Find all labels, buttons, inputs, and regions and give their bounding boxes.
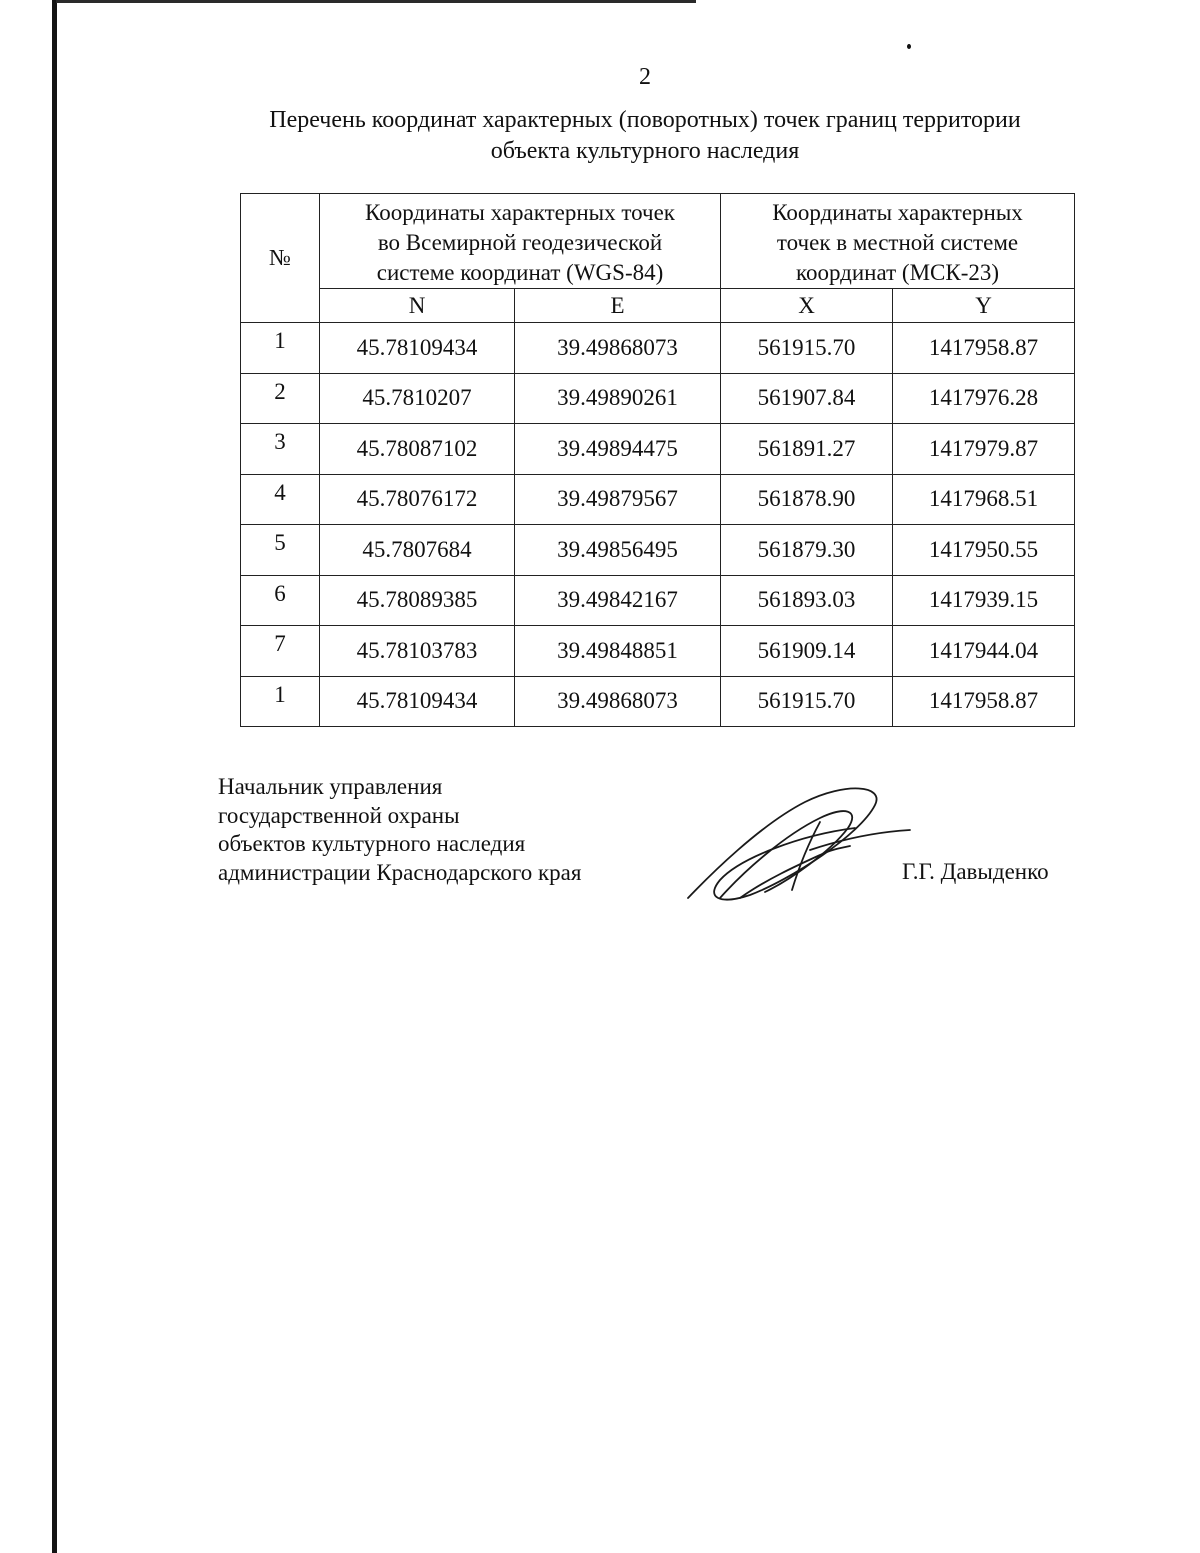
- cell-y: 1417958.87: [893, 323, 1075, 374]
- page-number: 2: [639, 64, 651, 90]
- cell-number: 1: [241, 323, 320, 374]
- header-msk23: [721, 194, 1075, 289]
- scan-speck: [907, 44, 911, 49]
- cell-y: 1417939.15: [893, 575, 1075, 626]
- header-msk23-line-2: точек в местной системе: [776, 230, 1019, 255]
- scan-left-edge: [52, 0, 57, 1553]
- cell-y: 1417976.28: [893, 373, 1075, 424]
- signatory-position-line-1: Начальник управления: [218, 774, 443, 799]
- cell-x: 561878.90: [721, 474, 893, 525]
- table-row: [241, 424, 1075, 475]
- cell-e: 39.49868073: [515, 676, 721, 727]
- subheader-n: N: [320, 289, 515, 323]
- table-row: [241, 626, 1075, 677]
- signatory-name: Г.Г. Давыденко: [902, 859, 1049, 884]
- cell-number: 2: [241, 373, 320, 424]
- cell-e: 39.49894475: [515, 424, 721, 475]
- cell-x: 561909.14: [721, 626, 893, 677]
- subheader-y: Y: [893, 289, 1075, 323]
- cell-x: 561915.70: [721, 676, 893, 727]
- cell-e: 39.49842167: [515, 575, 721, 626]
- cell-number: 1: [241, 676, 320, 727]
- cell-y: 1417958.87: [893, 676, 1075, 727]
- signatory-position-line-4: администрации Краснодарского края: [218, 859, 582, 885]
- cell-e: 39.49848851: [515, 626, 721, 677]
- subheader-x: X: [721, 289, 893, 323]
- cell-x: 561907.84: [721, 373, 893, 424]
- scan-top-rule: [56, 0, 696, 3]
- cell-n: 45.78109434: [320, 676, 515, 727]
- table-row: [241, 373, 1075, 424]
- cell-number: 3: [241, 424, 320, 475]
- signatory-position-line-3: объектов культурного наследия: [218, 831, 526, 856]
- cell-e: 39.49879567: [515, 474, 721, 525]
- cell-e: 39.49856495: [515, 525, 721, 576]
- cell-n: 45.78089385: [320, 575, 515, 626]
- table-row: [241, 525, 1075, 576]
- cell-e: 39.49890261: [515, 373, 721, 424]
- table-header-row: [241, 194, 1075, 289]
- cell-number: 6: [241, 575, 320, 626]
- cell-n: 45.78087102: [320, 424, 515, 475]
- cell-number: 7: [241, 626, 320, 677]
- table-row: [241, 575, 1075, 626]
- cell-x: 561893.03: [721, 575, 893, 626]
- subheader-e: E: [515, 289, 721, 323]
- table-row: [241, 676, 1075, 727]
- cell-x: 561915.70: [721, 323, 893, 374]
- cell-x: 561879.30: [721, 525, 893, 576]
- header-wgs84-line-2: во Всемирной геодезической: [377, 230, 663, 255]
- cell-y: 1417944.04: [893, 626, 1075, 677]
- cell-number: 4: [241, 474, 320, 525]
- handwritten-signature: [680, 780, 915, 905]
- document-title: [200, 105, 1090, 167]
- header-msk23-line-1: Координаты характерных: [772, 200, 1023, 225]
- signatory-position: [218, 773, 581, 887]
- table-row: [241, 323, 1075, 374]
- cell-y: 1417950.55: [893, 525, 1075, 576]
- document-title-line-2: объекта культурного наследия: [490, 138, 800, 164]
- signatory-position-line-2: государственной охраны: [218, 802, 460, 828]
- header-msk23-line-3: координат (МСК-23): [795, 260, 1000, 285]
- header-number: №: [241, 194, 320, 323]
- cell-n: 45.78103783: [320, 626, 515, 677]
- coordinates-table: [240, 193, 1075, 727]
- cell-n: 45.78109434: [320, 323, 515, 374]
- cell-e: 39.49868073: [515, 323, 721, 374]
- table-row: [241, 474, 1075, 525]
- cell-number: 5: [241, 525, 320, 576]
- cell-y: 1417968.51: [893, 474, 1075, 525]
- header-wgs84-line-1: Координаты характерных точек: [365, 200, 675, 225]
- header-wgs84: [320, 194, 721, 289]
- header-wgs84-line-3: системе координат (WGS-84): [376, 260, 664, 285]
- table-subheader-row: [241, 289, 1075, 323]
- cell-n: 45.78076172: [320, 474, 515, 525]
- document-title-line-1: Перечень координат характерных (поворотных) точек границ территории: [269, 107, 1021, 133]
- cell-y: 1417979.87: [893, 424, 1075, 475]
- cell-n: 45.7810207: [320, 373, 515, 424]
- cell-x: 561891.27: [721, 424, 893, 475]
- cell-n: 45.7807684: [320, 525, 515, 576]
